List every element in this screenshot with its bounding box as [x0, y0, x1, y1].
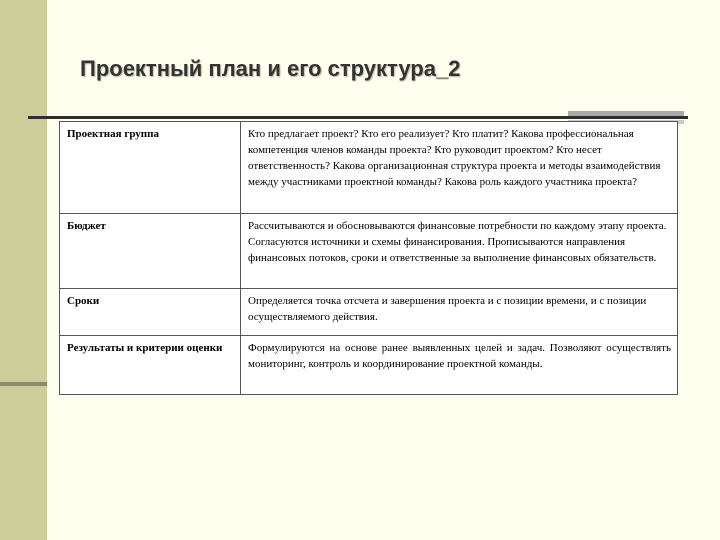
- left-decorative-band: [0, 0, 47, 540]
- table-row: [60, 289, 678, 336]
- row-description: Формулируются на основе ранее выявленных целей и задач. Позволяют осуществлять мониторинг, контроль и координирование проектной команды.: [241, 336, 678, 395]
- table-row: [60, 122, 678, 214]
- row-label: Проектная группа: [60, 122, 241, 214]
- row-description: Рассчитываются и обосновываются финансовые потребности по каждому этапу проекта. Согласуются источники и схемы финансирования. Прописываются направления финансовых потоков, сроки и ответственные за выполнение финансовых обязательств.: [241, 214, 678, 289]
- table-row: [60, 336, 678, 395]
- slide-title: Проектный план и его структура_2: [80, 56, 461, 81]
- row-description: Кто предлагает проект? Кто его реализует? Кто платит? Какова профессиональная компетенция членов команды проекта? Кто руководит проектом? Кто несет ответственность? Какова организационная структура проекта и методы взаимодействия между участниками проектной команды? Какова роль каждого участника проекта?: [241, 122, 678, 214]
- project-plan-table: [59, 121, 678, 395]
- row-label: Бюджет: [60, 214, 241, 289]
- title-divider: [28, 116, 688, 119]
- row-label: Сроки: [60, 289, 241, 336]
- row-description: Определяется точка отсчета и завершения проекта и с позиции времени, и с позиции осуществляемого действия.: [241, 289, 678, 336]
- row-label: Результаты и критерии оценки: [60, 336, 241, 395]
- left-accent-bar: [0, 382, 47, 386]
- table-row: [60, 214, 678, 289]
